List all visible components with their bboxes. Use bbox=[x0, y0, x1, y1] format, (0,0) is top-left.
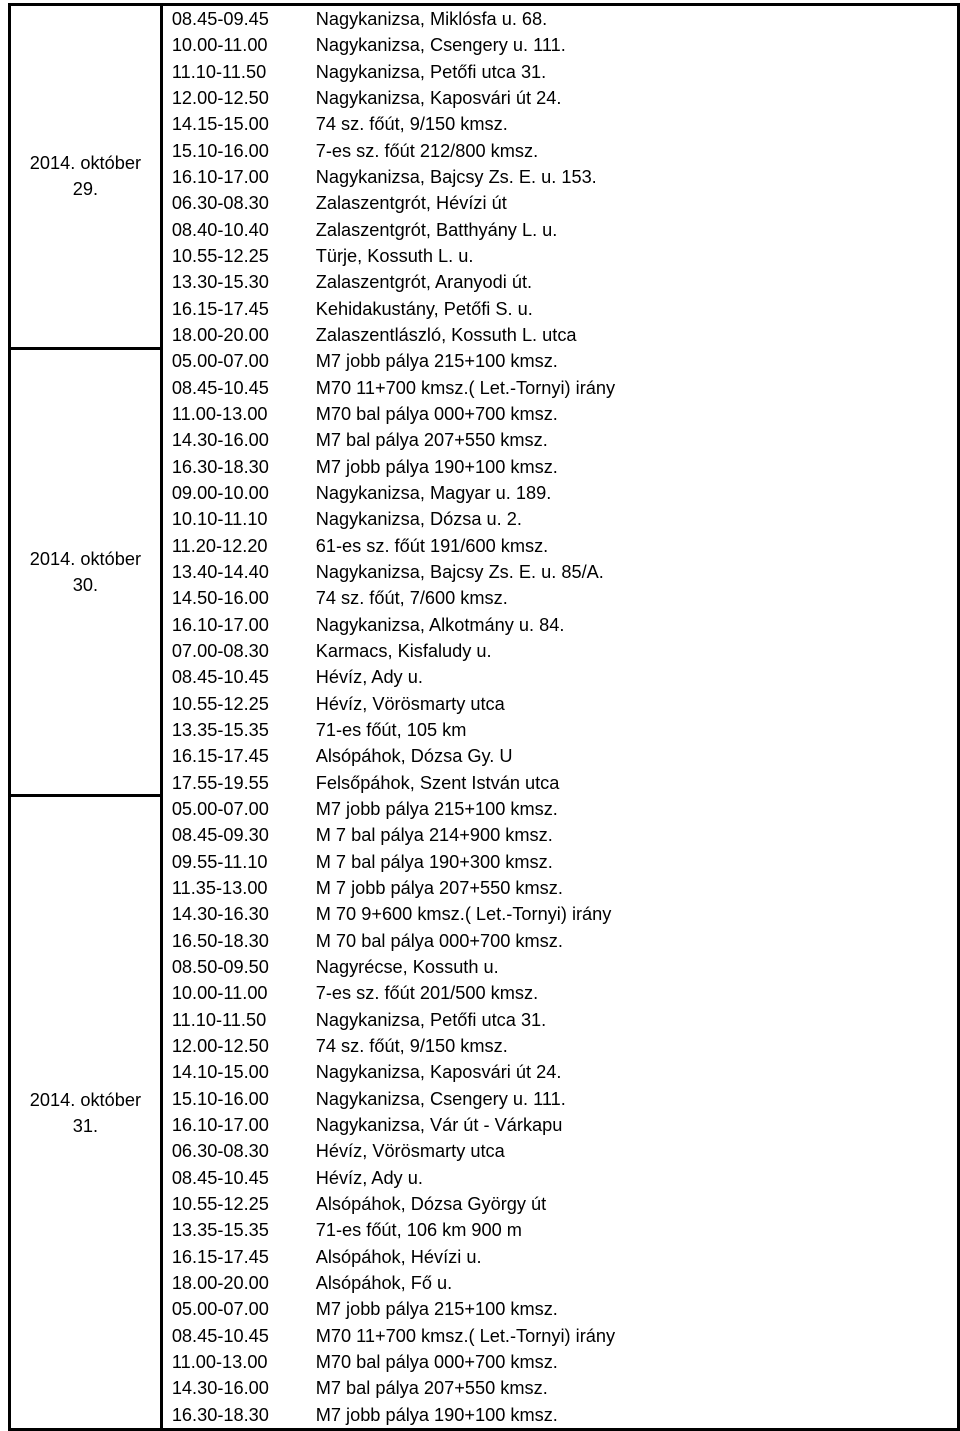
date-line1: 2014. október bbox=[29, 549, 142, 570]
time-cell: 13.30-15.30 bbox=[171, 272, 269, 293]
time-cell: 05.00-07.00 bbox=[171, 799, 269, 819]
date-line2: 29. bbox=[72, 179, 99, 200]
location-cell: Alsópáhok, Hévízi u. bbox=[312, 1243, 959, 1269]
time-cell: 16.30-18.30 bbox=[171, 456, 269, 477]
time-cell: 11.20-12.20 bbox=[171, 535, 268, 556]
location-cell: 71-es főút, 105 km bbox=[312, 717, 959, 743]
time-cell: 06.30-08.30 bbox=[171, 193, 269, 214]
time-cell: 07.00-08.30 bbox=[171, 641, 269, 662]
time-cell: 08.45-10.45 bbox=[171, 667, 269, 688]
time-cell: 09.55-11.10 bbox=[171, 851, 268, 872]
time-cell: 10.00-11.00 bbox=[171, 983, 268, 1004]
location-cell: Nagyrécse, Kossuth u. bbox=[312, 954, 959, 980]
location-cell: M7 jobb pálya 215+100 kmsz. bbox=[312, 796, 959, 822]
time-cell: 18.00-20.00 bbox=[171, 325, 269, 346]
location-cell: M7 jobb pálya 190+100 kmsz. bbox=[312, 454, 959, 480]
location-cell: Nagykanizsa, Dózsa u. 2. bbox=[312, 506, 959, 532]
time-cell: 10.10-11.10 bbox=[171, 509, 268, 530]
time-cell: 11.00-13.00 bbox=[171, 1351, 268, 1372]
time-cell: 10.55-12.25 bbox=[171, 693, 269, 714]
location-cell: Nagykanizsa, Csengery u. 111. bbox=[312, 1085, 959, 1111]
time-cell: 16.50-18.30 bbox=[171, 930, 269, 951]
time-cell: 09.00-10.00 bbox=[171, 483, 269, 504]
location-cell: Nagykanizsa, Bajcsy Zs. E. u. 153. bbox=[312, 164, 959, 190]
date-line1: 2014. október bbox=[29, 153, 142, 174]
location-cell: Hévíz, Vörösmarty utca bbox=[312, 691, 959, 717]
location-cell: Zalaszentlászló, Kossuth L. utca bbox=[312, 322, 959, 348]
time-cell: 10.55-12.25 bbox=[171, 1193, 269, 1214]
location-cell: Nagykanizsa, Kaposvári út 24. bbox=[312, 85, 959, 111]
table-row bbox=[10, 348, 959, 374]
location-cell: Nagykanizsa, Petőfi utca 31. bbox=[312, 1006, 959, 1032]
location-cell: M 7 bal pálya 190+300 kmsz. bbox=[312, 849, 959, 875]
location-cell: Nagykanizsa, Csengery u. 111. bbox=[312, 32, 959, 58]
location-cell: M 7 bal pálya 214+900 kmsz. bbox=[312, 822, 959, 848]
location-cell: Nagykanizsa, Miklósfa u. 68. bbox=[312, 5, 959, 33]
date-cell bbox=[10, 348, 162, 796]
date-line1: 2014. október bbox=[29, 1089, 142, 1110]
time-cell: 14.10-15.00 bbox=[171, 1062, 269, 1083]
location-cell: Nagykanizsa, Vár út - Várkapu bbox=[312, 1112, 959, 1138]
time-cell: 12.00-12.50 bbox=[171, 88, 269, 109]
location-cell: M70 bal pálya 000+700 kmsz. bbox=[312, 401, 959, 427]
time-cell: 08.50-09.50 bbox=[171, 956, 269, 977]
time-cell: 11.00-13.00 bbox=[171, 404, 268, 425]
date-line2: 30. bbox=[72, 575, 99, 596]
time-cell: 18.00-20.00 bbox=[171, 1272, 269, 1293]
location-cell: 74 sz. főút, 7/600 kmsz. bbox=[312, 585, 959, 611]
time-cell: 16.15-17.45 bbox=[171, 1246, 269, 1267]
time-cell: 05.00-07.00 bbox=[171, 351, 269, 372]
time-cell: 11.10-11.50 bbox=[171, 1009, 267, 1030]
time-cell: 16.10-17.00 bbox=[171, 614, 269, 635]
location-cell: M7 jobb pálya 190+100 kmsz. bbox=[312, 1401, 959, 1429]
date-line2: 31. bbox=[72, 1115, 99, 1136]
time-cell: 17.55-19.55 bbox=[171, 772, 269, 793]
location-cell: Nagykanizsa, Kaposvári út 24. bbox=[312, 1059, 959, 1085]
location-cell: Zalaszentgrót, Batthyány L. u. bbox=[312, 217, 959, 243]
location-cell: Felsőpáhok, Szent István utca bbox=[312, 770, 959, 796]
time-cell: 08.45-09.30 bbox=[171, 825, 269, 846]
time-cell: 10.00-11.00 bbox=[171, 35, 268, 56]
location-cell: Hévíz, Vörösmarty utca bbox=[312, 1138, 959, 1164]
time-cell: 14.30-16.00 bbox=[171, 1378, 269, 1399]
time-cell: 10.55-12.25 bbox=[171, 246, 269, 267]
time-cell: 14.30-16.30 bbox=[171, 904, 269, 925]
location-cell: Karmacs, Kisfaludy u. bbox=[312, 638, 959, 664]
location-cell: Alsópáhok, Fő u. bbox=[312, 1270, 959, 1296]
location-cell: M7 jobb pálya 215+100 kmsz. bbox=[312, 348, 959, 374]
location-cell: 61-es sz. főút 191/600 kmsz. bbox=[312, 533, 959, 559]
time-cell: 16.15-17.45 bbox=[171, 746, 269, 767]
table-row bbox=[10, 796, 959, 822]
location-cell: M 7 jobb pálya 207+550 kmsz. bbox=[312, 875, 959, 901]
time-cell: 11.10-11.50 bbox=[171, 61, 267, 82]
date-cell bbox=[10, 796, 162, 1429]
location-cell: Türje, Kossuth L. u. bbox=[312, 243, 959, 269]
location-cell: M7 bal pálya 207+550 kmsz. bbox=[312, 1375, 959, 1401]
time-cell: 15.10-16.00 bbox=[171, 1088, 269, 1109]
location-cell: M7 bal pálya 207+550 kmsz. bbox=[312, 427, 959, 453]
time-cell: 15.10-16.00 bbox=[171, 140, 269, 161]
location-cell: M7 jobb pálya 215+100 kmsz. bbox=[312, 1296, 959, 1322]
time-cell: 14.15-15.00 bbox=[171, 114, 269, 135]
date-cell bbox=[10, 5, 162, 349]
time-cell: 08.40-10.40 bbox=[171, 219, 269, 240]
time-cell: 08.45-09.45 bbox=[171, 9, 269, 30]
location-cell: M 70 bal pálya 000+700 kmsz. bbox=[312, 927, 959, 953]
location-cell: 7-es sz. főút 201/500 kmsz. bbox=[312, 980, 959, 1006]
location-cell: M 70 9+600 kmsz.( Let.-Tornyi) irány bbox=[312, 901, 959, 927]
location-cell: Nagykanizsa, Alkotmány u. 84. bbox=[312, 612, 959, 638]
time-cell: 08.45-10.45 bbox=[171, 377, 269, 398]
location-cell: 7-es sz. főút 212/800 kmsz. bbox=[312, 138, 959, 164]
location-cell: M70 11+700 kmsz.( Let.-Tornyi) irány bbox=[312, 375, 959, 401]
time-cell: 08.45-10.45 bbox=[171, 1167, 269, 1188]
location-cell: Alsópáhok, Dózsa György út bbox=[312, 1191, 959, 1217]
location-cell: Zalaszentgrót, Hévízi út bbox=[312, 190, 959, 216]
time-cell: 08.45-10.45 bbox=[171, 1325, 269, 1346]
time-cell: 16.30-18.30 bbox=[171, 1404, 269, 1425]
time-cell: 12.00-12.50 bbox=[171, 1035, 269, 1056]
time-cell: 05.00-07.00 bbox=[171, 1299, 269, 1320]
location-cell: Hévíz, Ady u. bbox=[312, 1164, 959, 1190]
time-cell: 13.35-15.35 bbox=[171, 1220, 269, 1241]
time-cell: 16.10-17.00 bbox=[171, 1114, 269, 1135]
schedule-table bbox=[8, 3, 960, 1431]
location-cell: M70 bal pálya 000+700 kmsz. bbox=[312, 1349, 959, 1375]
location-cell: Zalaszentgrót, Aranyodi út. bbox=[312, 269, 959, 295]
table-row bbox=[10, 5, 959, 33]
location-cell: Nagykanizsa, Petőfi utca 31. bbox=[312, 59, 959, 85]
time-cell: 06.30-08.30 bbox=[171, 1141, 269, 1162]
location-cell: 71-es főút, 106 km 900 m bbox=[312, 1217, 959, 1243]
location-cell: Nagykanizsa, Bajcsy Zs. E. u. 85/A. bbox=[312, 559, 959, 585]
location-cell: Hévíz, Ady u. bbox=[312, 664, 959, 690]
schedule-body bbox=[10, 5, 959, 1430]
time-cell: 13.40-14.40 bbox=[171, 562, 269, 583]
time-cell: 13.35-15.35 bbox=[171, 720, 269, 741]
time-cell: 16.15-17.45 bbox=[171, 298, 269, 319]
location-cell: M70 11+700 kmsz.( Let.-Tornyi) irány bbox=[312, 1322, 959, 1348]
location-cell: Nagykanizsa, Magyar u. 189. bbox=[312, 480, 959, 506]
time-cell: 16.10-17.00 bbox=[171, 167, 269, 188]
time-cell: 11.35-13.00 bbox=[171, 877, 268, 898]
location-cell: Kehidakustány, Petőfi S. u. bbox=[312, 296, 959, 322]
time-cell: 14.50-16.00 bbox=[171, 588, 269, 609]
location-cell: Alsópáhok, Dózsa Gy. U bbox=[312, 743, 959, 769]
location-cell: 74 sz. főút, 9/150 kmsz. bbox=[312, 1033, 959, 1059]
location-cell: 74 sz. főút, 9/150 kmsz. bbox=[312, 111, 959, 137]
time-cell: 14.30-16.00 bbox=[171, 430, 269, 451]
